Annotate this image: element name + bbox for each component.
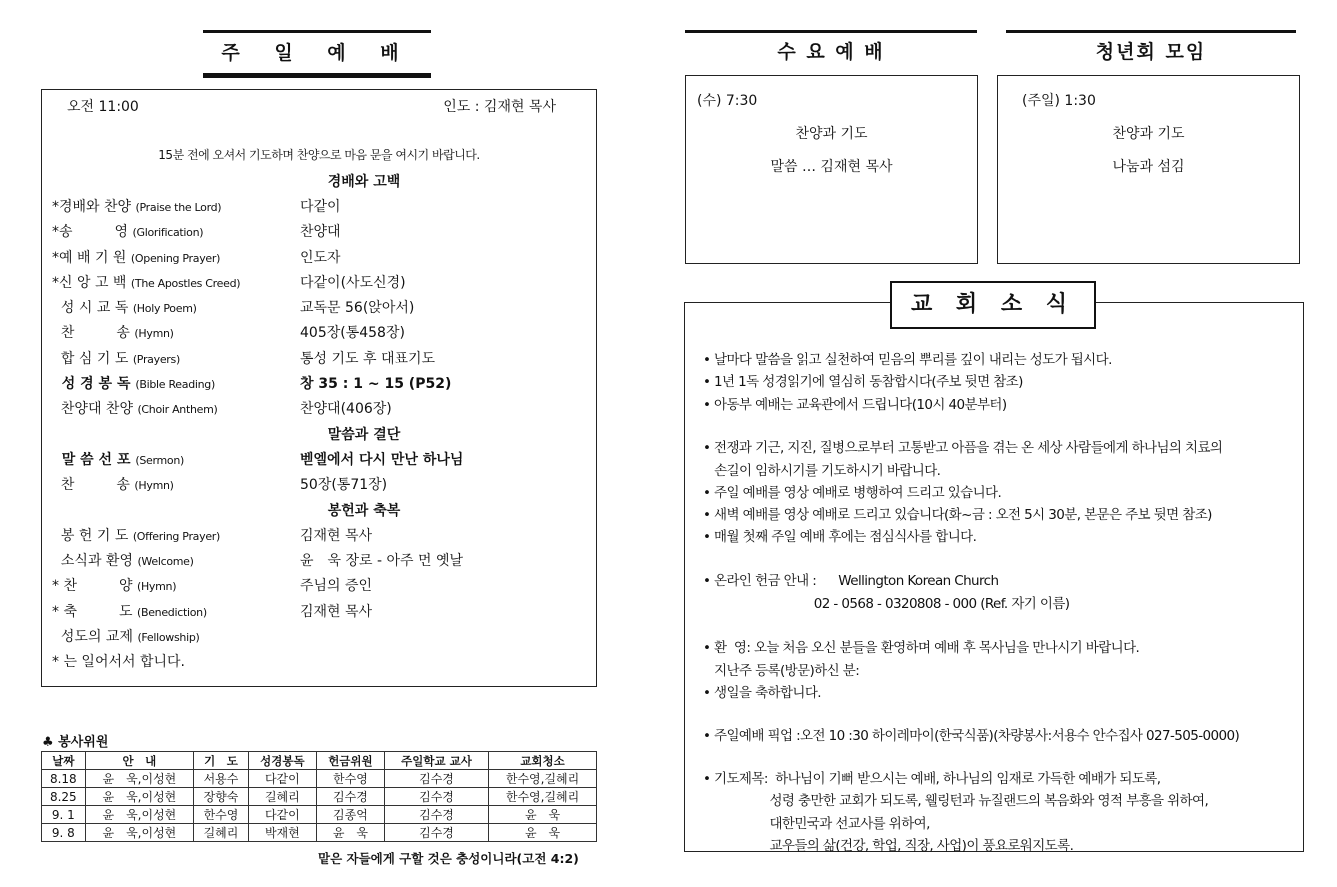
sunday-service-box xyxy=(41,89,597,687)
sunday-service-title xyxy=(203,30,431,78)
order-item-label-group xyxy=(42,247,300,267)
news-item: • 아동부 예배는 교육관에서 드립니다(10시 40분부터) xyxy=(703,397,1007,413)
table-cell: 한수영 xyxy=(194,806,249,824)
sunday-service-title-text: 주 일 예 배 xyxy=(221,42,413,64)
table-cell: 윤 욱,이성현 xyxy=(85,824,193,842)
volunteers-column-header: 헌금위원 xyxy=(316,752,384,770)
order-item-value: 다같이(사도신경) xyxy=(300,274,406,291)
order-item xyxy=(42,345,596,370)
news-item: 성령 충만한 교회가 되도록, 웰링턴과 뉴질랜드의 복음화와 영적 부흥을 위하여, xyxy=(703,793,1209,809)
volunteers-body xyxy=(42,770,597,842)
news-item: • 새벽 예배를 영상 예배로 드리고 있습니다(화~금 : 오전 5시 30분, 본문은 주보 뒷면 참조) xyxy=(703,507,1212,523)
order-item-value: 50장(통71장) xyxy=(300,477,388,494)
order-item xyxy=(42,294,596,319)
volunteers-column-header: 안 내 xyxy=(85,752,193,770)
youth-line: 나눔과 섬김 xyxy=(1112,159,1185,175)
order-item-english: (Benediction) xyxy=(136,605,207,619)
order-item-english: (Glorification) xyxy=(132,226,204,240)
table-cell: 김수경 xyxy=(384,806,488,824)
volunteers-column-header: 날짜 xyxy=(42,752,86,770)
order-item xyxy=(42,598,596,623)
order-item-english: (Bible Reading) xyxy=(135,378,215,392)
order-item-value: 찬양대 xyxy=(300,224,341,241)
table-row xyxy=(42,788,597,806)
order-item-label-group xyxy=(42,449,300,469)
news-item: 지난주 등록(방문)하신 분: xyxy=(703,663,860,679)
order-item-label: * 찬 양 xyxy=(52,578,133,595)
order-item-value: 김재현 목사 xyxy=(300,603,373,620)
order-item-label-group xyxy=(42,196,300,216)
order-item xyxy=(42,522,596,547)
news-item: • 온라인 헌금 안내 : Wellington Korean Church xyxy=(703,573,999,589)
order-item xyxy=(42,547,596,572)
table-row xyxy=(42,770,597,788)
news-item: • 주일예배 픽업 :오전 10 :30 하이레마이(한국식품)(차량봉사:서용수 안수집사 027-505-0000) xyxy=(703,728,1240,744)
order-item-label: *예 배 기 원 xyxy=(52,249,127,266)
order-item-label-group xyxy=(42,626,300,646)
order-item-value: 주님의 증인 xyxy=(300,578,373,595)
wednesday-service-title-text: 수 요 예 배 xyxy=(777,41,885,63)
news-item: • 날마다 말씀을 읽고 실천하여 믿음의 뿌리를 깊이 내리는 성도가 됩시다. xyxy=(703,352,1112,368)
order-item-label: *신 앙 고 백 xyxy=(52,274,127,291)
table-cell: 윤 욱,이성현 xyxy=(85,788,193,806)
order-item xyxy=(42,320,596,345)
order-item-value: 찬양대(406장) xyxy=(300,401,392,418)
order-item xyxy=(42,193,596,218)
order-item-label-group xyxy=(42,297,300,317)
order-item xyxy=(42,623,596,648)
order-item-label-group xyxy=(42,601,300,621)
order-item-label: 봉 헌 기 도 xyxy=(52,527,129,544)
order-item-value: 창 35 : 1 ~ 15 (P52) xyxy=(300,376,452,393)
order-section-heading: 경배와 고백 xyxy=(327,173,401,190)
wednesday-line: 찬양과 기도 xyxy=(795,126,868,142)
order-item-english: (Offering Prayer) xyxy=(132,529,220,543)
news-item: 손길이 임하시기를 기도하시기 바랍니다. xyxy=(703,463,941,479)
order-item-label: 성도의 교제 xyxy=(52,628,133,645)
order-item-english: (Holy Poem) xyxy=(132,302,197,316)
order-item-label-group xyxy=(42,398,300,418)
order-item-label-group xyxy=(42,474,300,494)
news-item: • 전쟁과 기근, 지진, 질병으로부터 고통받고 아픔을 겪는 온 세상 사람들에게 하나님의 치료의 xyxy=(703,440,1223,456)
order-item-label: 성 경 봉 독 xyxy=(52,376,131,393)
news-item: • 생일을 축하합니다. xyxy=(703,685,821,701)
church-news-title: 교 회 소 식 xyxy=(890,281,1096,329)
order-item-label-group xyxy=(42,575,300,595)
table-cell: 윤 욱,이성현 xyxy=(85,770,193,788)
order-item-label-group xyxy=(42,373,300,393)
news-item: • 기도제목: 하나님이 기뻐 받으시는 예배, 하나님의 임재로 가득한 예배가 되도록, xyxy=(703,771,1161,787)
order-item-english: (Fellowship) xyxy=(137,630,200,644)
news-item: 교우들의 삶(건강, 학업, 직장, 사업)이 풍요로워지도록. xyxy=(703,838,1074,854)
order-item-label: *경배와 찬양 xyxy=(52,198,132,215)
table-cell: 한수영 xyxy=(316,770,384,788)
order-item-english: (Opening Prayer) xyxy=(130,251,221,265)
table-cell: 길혜리 xyxy=(194,824,249,842)
order-item xyxy=(42,219,596,244)
table-cell: 박재현 xyxy=(248,824,316,842)
youth-meeting-box xyxy=(997,75,1300,264)
news-item: • 1년 1독 성경읽기에 열심히 동참합시다(주보 뒷면 참조) xyxy=(703,374,1023,390)
church-news-box xyxy=(684,302,1304,852)
order-item-label: 소식과 환영 xyxy=(52,553,133,570)
youth-time: (주일) 1:30 xyxy=(1022,93,1096,109)
table-cell: 8.18 xyxy=(42,770,86,788)
table-cell: 윤 욱 xyxy=(489,806,597,824)
table-cell: 한수영,길혜리 xyxy=(489,770,597,788)
volunteers-column-header: 성경봉독 xyxy=(248,752,316,770)
order-item xyxy=(42,573,596,598)
order-of-worship xyxy=(42,168,596,674)
standing-footnote: * 는 일어서서 합니다. xyxy=(52,654,185,671)
table-cell: 8.25 xyxy=(42,788,86,806)
order-item-english: (Welcome) xyxy=(137,555,194,569)
table-cell: 길혜리 xyxy=(248,788,316,806)
order-item-value: 통성 기도 후 대표기도 xyxy=(300,350,436,367)
order-item-english: (Praise the Lord) xyxy=(135,200,222,214)
volunteers-title: ♣ 봉사위원 xyxy=(42,735,109,750)
order-item-english: (Hymn) xyxy=(136,580,177,594)
wednesday-service-box xyxy=(685,75,978,264)
order-item-label: 찬 송 xyxy=(52,477,130,494)
news-item: • 환 영: 오늘 처음 오신 분들을 환영하며 예배 후 목사님을 만나시기 바랍니다. xyxy=(703,640,1140,656)
table-cell: 김수경 xyxy=(316,788,384,806)
title-rule-bottom xyxy=(203,73,431,78)
volunteers-verse: 맡은 자들에게 구할 것은 충성이니라(고전 4:2) xyxy=(318,851,579,866)
table-cell: 김종억 xyxy=(316,806,384,824)
order-item-value: 김재현 목사 xyxy=(300,527,373,544)
order-item-english: (The Apostles Creed) xyxy=(130,276,241,290)
table-row xyxy=(42,824,597,842)
table-cell: 다같이 xyxy=(248,806,316,824)
order-item-label: *송 영 xyxy=(52,224,129,241)
wednesday-time: (수) 7:30 xyxy=(697,93,758,109)
order-item-label: 찬양대 찬양 xyxy=(52,401,133,418)
order-item-value: 405장(통458장) xyxy=(300,325,405,342)
volunteers-header-row xyxy=(42,752,597,770)
order-item-label: 합 심 기 도 xyxy=(52,350,129,367)
table-row xyxy=(42,806,597,824)
order-item-english: (Choir Anthem) xyxy=(137,403,218,417)
wednesday-service-title xyxy=(685,30,977,71)
order-item xyxy=(42,244,596,269)
order-item-label: 성 시 교 독 xyxy=(52,300,129,317)
youth-meeting-title xyxy=(1006,30,1296,71)
news-item: • 매월 첫째 주일 예배 후에는 점심식사를 합니다. xyxy=(703,529,977,545)
order-item-label: * 축 도 xyxy=(52,603,133,620)
table-cell: 윤 욱 xyxy=(489,824,597,842)
table-cell: 다같이 xyxy=(248,770,316,788)
order-section-heading: 봉헌과 축복 xyxy=(327,502,401,519)
order-item xyxy=(42,446,596,471)
wednesday-line: 말씀 … 김재현 목사 xyxy=(770,159,893,175)
order-item-label-group xyxy=(42,322,300,342)
service-leader: 인도 : 김재현 목사 xyxy=(443,99,556,115)
table-cell: 한수영,길혜리 xyxy=(489,788,597,806)
order-item xyxy=(42,269,596,294)
table-cell: 김수경 xyxy=(384,824,488,842)
news-item: • 주일 예배를 영상 예배로 병행하여 드리고 있습니다. xyxy=(703,485,1002,501)
order-item-english: (Prayers) xyxy=(132,352,180,366)
order-item-value: 교독문 56(앉아서) xyxy=(300,300,415,317)
order-item-label-group xyxy=(42,272,300,292)
table-cell: 장향숙 xyxy=(194,788,249,806)
service-note: 15분 전에 오셔서 기도하며 찬양으로 마음 문을 여시기 바랍니다. xyxy=(158,148,480,162)
order-item-label-group xyxy=(42,348,300,368)
table-cell: 윤 욱 xyxy=(316,824,384,842)
volunteers-table xyxy=(41,751,597,842)
order-item-value: 인도자 xyxy=(300,249,341,266)
order-item xyxy=(42,472,596,497)
order-item-value: 다같이 xyxy=(300,198,341,215)
order-section-heading: 말씀과 결단 xyxy=(327,426,401,443)
volunteers-column-header: 교회청소 xyxy=(489,752,597,770)
volunteers-column-header: 기 도 xyxy=(194,752,249,770)
table-cell: 9. 1 xyxy=(42,806,86,824)
order-item xyxy=(42,370,596,395)
table-cell: 윤 욱,이성현 xyxy=(85,806,193,824)
order-item-english: (Hymn) xyxy=(134,327,174,341)
order-item-english: (Sermon) xyxy=(135,453,185,467)
order-item-value: 윤 욱 장로 - 아주 먼 옛날 xyxy=(300,553,464,570)
youth-line: 찬양과 기도 xyxy=(1112,126,1185,142)
order-item-english: (Hymn) xyxy=(134,479,174,493)
table-cell: 9. 8 xyxy=(42,824,86,842)
news-item: 대한민국과 선교사를 위하여, xyxy=(703,816,930,832)
order-item-label-group xyxy=(42,550,300,570)
order-item-label-group xyxy=(42,221,300,241)
news-item: 02 - 0568 - 0320808 - 000 (Ref. 자기 이름) xyxy=(703,596,1070,612)
order-item-label: 찬 송 xyxy=(52,325,130,342)
order-item-label: 말 씀 선 포 xyxy=(52,451,131,468)
table-cell: 김수경 xyxy=(384,788,488,806)
order-item-value: 벧엘에서 다시 만난 하나님 xyxy=(300,451,464,468)
order-item xyxy=(42,396,596,421)
volunteers-column-header: 주일학교 교사 xyxy=(384,752,488,770)
youth-meeting-title-text: 청년회 모임 xyxy=(1095,41,1207,63)
table-cell: 서용수 xyxy=(194,770,249,788)
table-cell: 김수경 xyxy=(384,770,488,788)
order-item-label-group xyxy=(42,525,300,545)
service-time: 오전 11:00 xyxy=(67,99,139,115)
